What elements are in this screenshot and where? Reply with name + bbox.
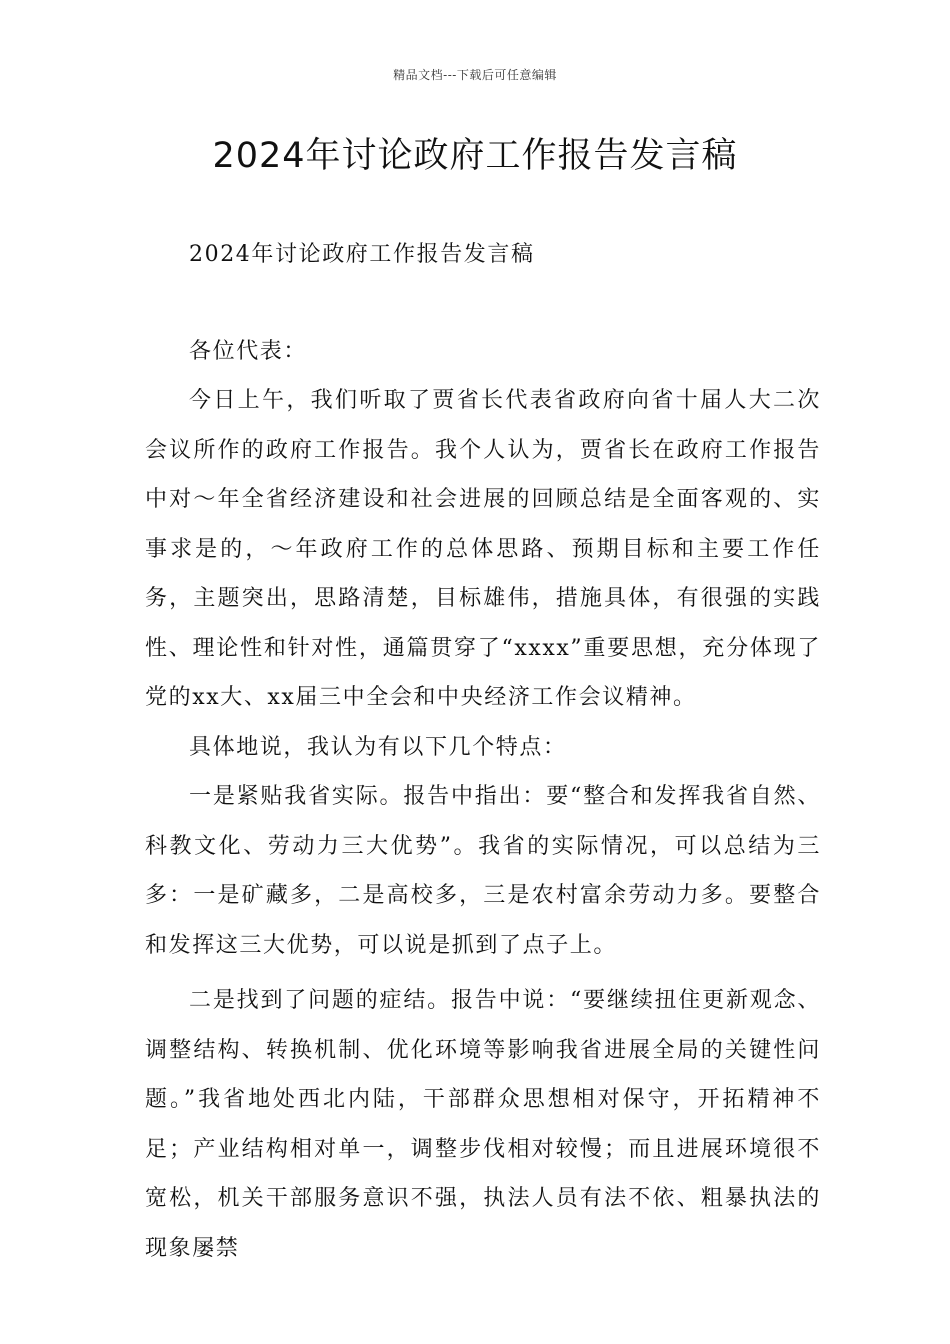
body-paragraph: 一是紧贴我省实际。报告中指出：要“整合和发挥我省自然、科教文化、劳动力三大优势”。我省的实际情况，可以总结为三多：一是矿藏多，二是高校多，三是农村富余劳动力多。要整合和发挥这三大优势，可以说是抓到了点子上。 bbox=[145, 784, 821, 958]
document-title: 2024年讨论政府工作报告发言稿 bbox=[212, 136, 738, 176]
salutation-paragraph: 各位代表： bbox=[189, 338, 308, 364]
header-watermark: 精品文档---下载后可任意编辑 bbox=[393, 68, 557, 82]
document-body bbox=[145, 230, 821, 1273]
body-paragraph: 今日上午，我们听取了贾省长代表省政府向省十届人大二次会议所作的政府工作报告。我个人认为，贾省长在政府工作报告中对～年全省经济建设和社会进展的回顾总结是全面客观的、实事求是的，～年政府工作的总体思路、预期目标和主要工作任务，主题突出，思路清楚，目标雄伟，措施具体，有很强的实践性、理论性和针对性，通篇贯穿了“xxxx”重要思想，充分体现了党的xx大、xx届三中全会和中央经济工作会议精神。 bbox=[145, 388, 821, 710]
body-paragraph: 具体地说，我认为有以下几个特点： bbox=[189, 734, 567, 760]
body-paragraph: 二是找到了问题的症结。报告中说：“要继续扭住更新观念、调整结构、转换机制、优化环境等影响我省进展全局的关键性问题。”我省地处西北内陆，干部群众思想相对保守，开拓精神不足；产业结构相对单一，调整步伐相对较慢；而且进展环境很不宽松，机关干部服务意识不强，执法人员有法不依、粗暴执法的现象屡禁 bbox=[145, 988, 821, 1261]
document-subtitle: 2024年讨论政府工作报告发言稿 bbox=[189, 242, 535, 267]
